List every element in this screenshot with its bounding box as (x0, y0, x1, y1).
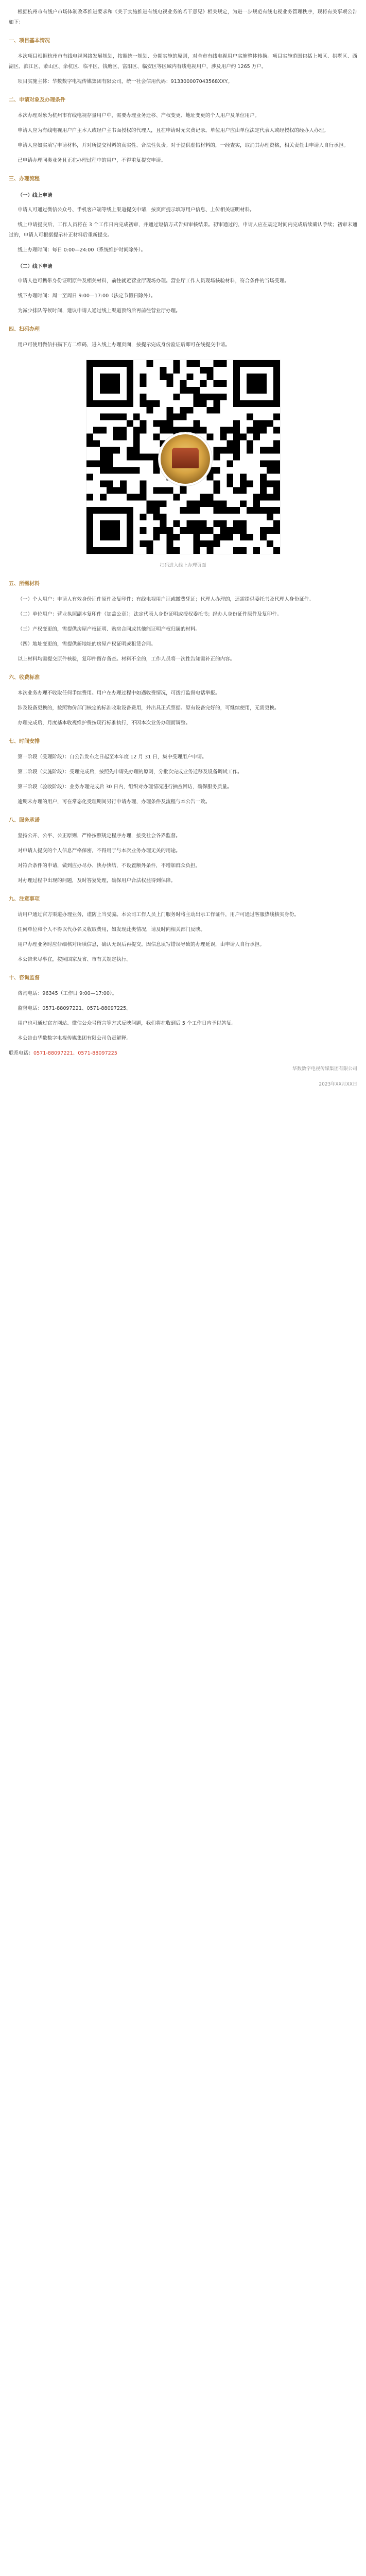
section-paragraph: 本次项目根据杭州市有线电视网络发展规划，按照统一规划、分期实施的原则，对全市有线电视用户实施整体转换。项目实施范围包括上城区、拱墅区、西湖区、滨江区、萧山区、余杭区、临平区、钱塘区、富阳区、临安区等区域内有线电视用户，涉及用户约 1265 万户。 (9, 54, 357, 70)
section-paragraph: 本公告未尽事宜，按照国家及省、市有关规定执行。 (18, 957, 131, 962)
qr-code[interactable] (86, 360, 281, 554)
section-title: 六、收费标准 (9, 675, 40, 681)
subsection-title: （二）线下申请 (18, 264, 53, 269)
section-title: 八、服务承诺 (9, 818, 40, 823)
subsection-title: （一）线上申请 (18, 193, 53, 198)
qr-logo-emblem (159, 432, 212, 486)
footer-org: 华数数字电视传媒集团有限公司 (292, 1066, 357, 1072)
section-paragraph: 用户也可通过官方网站、微信公众号留言等方式反映问题，我们将在收到后 5 个工作日内予以答复。 (18, 1021, 236, 1026)
contact-line (9, 1048, 357, 1059)
section-paragraph: （一）个人用户：申请人有效身份证件原件及复印件；有线电视用户证或缴费凭证；代理人办理的，还需提供委托书及代理人身份证件。 (18, 597, 314, 602)
section-paragraph: 咨询电话：96345（工作日 9:00—17:00）。 (18, 991, 117, 996)
contact-label: 联系电话： (9, 1050, 33, 1056)
section-paragraph: 申请人应为有线电视用户户主本人或经户主书面授权的代理人，且在申请时无欠费记录。单位用户应由单位法定代表人或经授权的经办人办理。 (18, 128, 329, 133)
section-title: 二、申请对象及办理条件 (9, 97, 65, 103)
section-title: 五、所需材料 (9, 581, 40, 587)
section-paragraph: 对办理过程中出现的问题，及时答复处理，确保用户合法权益得到保障。 (18, 878, 176, 884)
footer-date: 2023年XX月XX日 (319, 1082, 357, 1087)
section-paragraph: 项目实施主体：华数数字电视传媒集团有限公司，统一社会信用代码：913300007043568XXY。 (18, 79, 233, 84)
subsection-paragraph: 申请人可通过微信公众号、手机客户端等线上渠道提交申请，按页面提示填写用户信息、上传相关证明材料。 (18, 207, 255, 213)
subsection-paragraph: 线上申请提交后，工作人员将在 3 个工作日内完成初审，并通过短信方式告知审核结果。初审通过的，申请人应在规定时间内完成后续确认手续；初审未通过的，申请人可根据提示补正材料后重新提交。 (9, 222, 357, 238)
section-paragraph: 第三阶段（验收阶段）：业务办理完成后 30 日内，组织对办理情况进行抽查回访，确保服务质量。 (18, 784, 232, 790)
subsection-paragraph: 线上办理时间：每日 0:00—24:00（系统维护时间除外）。 (18, 247, 146, 253)
section-paragraph: 第二阶段（实施阶段）：受理完成后，按照先申请先办理的原则，分批次完成业务迁移及设备调试工作。 (18, 769, 242, 775)
section-paragraph: 申请人应如实填写申请材料，并对所提交材料的真实性、合法性负责。对于提供虚假材料的，一经查实，取消其办理资格，相关责任由申请人自行承担。 (18, 143, 349, 148)
section-title: 三、办理流程 (9, 176, 40, 182)
section-paragraph: （四）地址变更的，需提供新地址的房屋产权证明或租赁合同。 (18, 641, 156, 647)
intro-paragraph: 根据杭州市有线户市场体制改革推进要求和《关于实施推进有线电视业务的若干意见》相关规定，为进一步规范有线电视业务管理秩序，现将有关事项公告如下： (9, 9, 357, 25)
section-paragraph: 对符合条件的申请，做到应办尽办、快办快结，不设置额外条件，不增加群众负担。 (18, 863, 201, 869)
announcement-page (0, 0, 366, 1105)
section-paragraph: 任何单位和个人不得以代办名义收取费用，如发现此类情况，请及时向相关部门反映。 (18, 927, 205, 933)
section-paragraph: （三）产权变更的，需提供房屋产权证明、购房合同或其他能证明产权归属的材料。 (18, 626, 201, 632)
section-paragraph: 对申请人提交的个人信息严格保密，不得用于与本次业务办理无关的用途。 (18, 848, 181, 854)
qr-code-block (9, 360, 357, 571)
section-paragraph: 本公告由华数数字电视传媒集团有限公司负责解释。 (18, 1036, 131, 1041)
section-title: 四、扫码办理 (9, 327, 40, 332)
section-paragraph: 请用户通过官方渠道办理业务，谨防上当受骗。本公司工作人员上门服务时将主动出示工作证件，用户可通过客服热线核实身份。 (18, 912, 300, 918)
subsection-paragraph: 为减少排队等候时间，建议申请人通过线上渠道预约后再前往营业厅办理。 (18, 308, 181, 314)
section-paragraph: 监督电话：0571-88097221、0571-88097225。 (18, 1006, 131, 1011)
subsection-paragraph: 申请人也可携带身份证明原件及相关材料，前往就近营业厅现场办理。营业厅工作人员现场核验材料，符合条件的当场受理。 (18, 278, 289, 284)
section-paragraph: （二）单位用户：营业执照副本复印件（加盖公章）；法定代表人身份证明或授权委托书；经办人身份证件原件及复印件。 (18, 612, 282, 617)
qr-caption: 扫码进入线上办理页面 (160, 563, 206, 568)
section-title: 一、项目基本情况 (9, 38, 50, 44)
section-paragraph: 涉及设备更换的，按照物价部门核定的标准收取设备费用，并出具正式票据。原有设备完好的，可继续使用，无需更换。 (18, 705, 280, 711)
section-paragraph: 办理完成后，月度基本收视维护费按现行标准执行，不因本次业务办理而调整。 (18, 720, 191, 726)
section-paragraph: 用户办理业务时应仔细核对所填信息，确认无误后再提交。因信息填写错误导致的办理延误，由申请人自行承担。 (18, 942, 265, 947)
contact-phones[interactable]: 0571-88097221、0571-88097225 (33, 1050, 117, 1056)
subsection-paragraph: 线下办理时间：周一至周日 9:00—17:00（法定节假日除外）。 (18, 293, 156, 299)
section-title: 十、咨询监督 (9, 975, 40, 981)
section-paragraph: 第一阶段（受理阶段）：自公告发布之日起至本年度 12 月 31 日，集中受理用户申请。 (18, 754, 207, 760)
section-paragraph: 本次办理对象为杭州市有线电视存量用户中，需要办理业务迁移、产权变更、地址变更的个人用户及单位用户。 (18, 113, 260, 118)
section-paragraph: 已申请办理同类业务且正在办理过程中的用户，不得重复提交申请。 (18, 158, 166, 163)
qr-logo-building-icon (172, 448, 199, 468)
section-paragraph: 以上材料均需提交原件核验，复印件留存备查。材料不全的，工作人员将一次性告知需补正的内容。 (18, 656, 235, 662)
section-paragraph: 本次业务办理不收取任何手续费用。用户在办理过程中如遇收费情况，可拨打监督电话举报。 (18, 690, 220, 696)
section-paragraph: 用户可使用微信扫描下方二维码，进入线上办理页面，按提示完成身份验证后即可在线提交申请。 (18, 342, 230, 348)
section-paragraph: 坚持公开、公平、公正原则，严格按照规定程序办理，接受社会各界监督。 (18, 833, 181, 839)
section-title: 九、注意事项 (9, 896, 40, 902)
section-title: 七、时间安排 (9, 739, 40, 744)
section-paragraph: 逾期未办理的用户，可在常态化受理期间另行申请办理，办理条件及流程与本公告一致。 (18, 799, 211, 805)
sections-container (9, 36, 357, 1044)
